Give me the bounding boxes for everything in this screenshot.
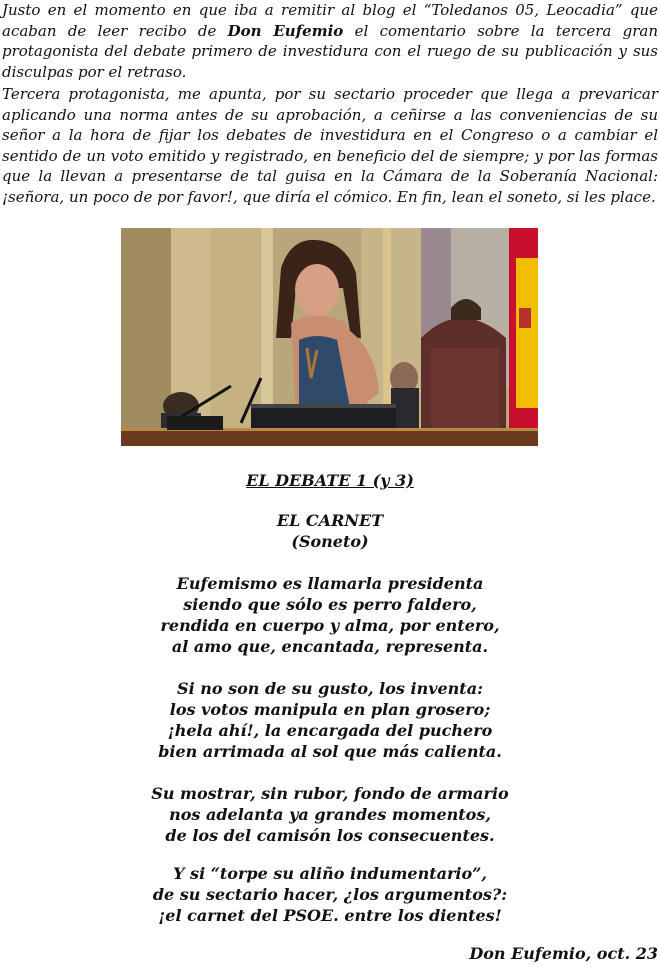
stanza-1	[0, 573, 660, 657]
poem-line: de su sectario hacer, ¿los argumentos?:	[152, 885, 508, 904]
poem-title: EL CARNET	[276, 511, 384, 530]
poem-line: los votos manipula en plan grosero;	[169, 700, 491, 719]
poem-line: Eufemismo es llamarla presidenta	[176, 574, 484, 593]
stanza-4	[0, 863, 660, 926]
poem-line: nos adelanta ya grandes momentos,	[169, 805, 491, 824]
poem-line: al amo que, encantada, representa.	[171, 637, 489, 656]
parliament-photo	[121, 228, 538, 446]
intro-paragraph-2: Tercera protagonista, me apunta, por su sectario proceder que llega a prevaricar aplicando una norma antes de su aprobación, a ceñirse a las conveniencias de su señor a la hora de fijar los debates de investidura en el Congreso o a cambiar el sentido de un voto emitido y registrado, en beneficio del de siempre; y por las formas que la llevan a presentarse de tal guisa en la Cámara de la Soberanía Nacional: ¡señora, un poco de por favor!, que diría el cómico. En fin, lean el soneto, si les place.	[2, 85, 658, 206]
poem-series-title: EL DEBATE 1 (y 3)	[246, 471, 414, 490]
poem-line: ¡el carnet del PSOE. entre los dientes!	[158, 906, 502, 925]
poem-subtitle: (Soneto)	[291, 532, 369, 551]
poem-line: de los del camisón los consecuentes.	[165, 826, 495, 845]
poem-line: Su mostrar, sin rubor, fondo de armario	[151, 784, 509, 803]
stanza-3	[0, 783, 660, 846]
poem-line: bien arrimada al sol que más calienta.	[158, 742, 502, 761]
poem-heading	[0, 510, 660, 552]
poem-line: Si no son de su gusto, los inventa:	[177, 679, 483, 698]
author-name: Don Eufemio	[227, 21, 344, 40]
poem-line: rendida en cuerpo y alma, por entero,	[160, 616, 500, 635]
intro-paragraph-1: Justo en el momento en que iba a remitir al blog el “Toledanos 05, Leocadia” que acaban de leer recibo de Don Eufemio el comentario sobre la tercera gran protagonista del debate primero de investidura con el ruego de su publicación y sus disculpas por el retraso.	[2, 1, 659, 81]
poem-line: Y si “torpe su aliño indumentario”,	[173, 864, 487, 883]
poem-line: siendo que sólo es perro faldero,	[183, 595, 477, 614]
spanish-flag	[509, 228, 538, 446]
poem-line: ¡hela ahí!, la encargada del puchero	[167, 721, 493, 740]
signature: Don Eufemio, oct. 23	[469, 944, 658, 963]
stanza-2	[0, 678, 660, 762]
